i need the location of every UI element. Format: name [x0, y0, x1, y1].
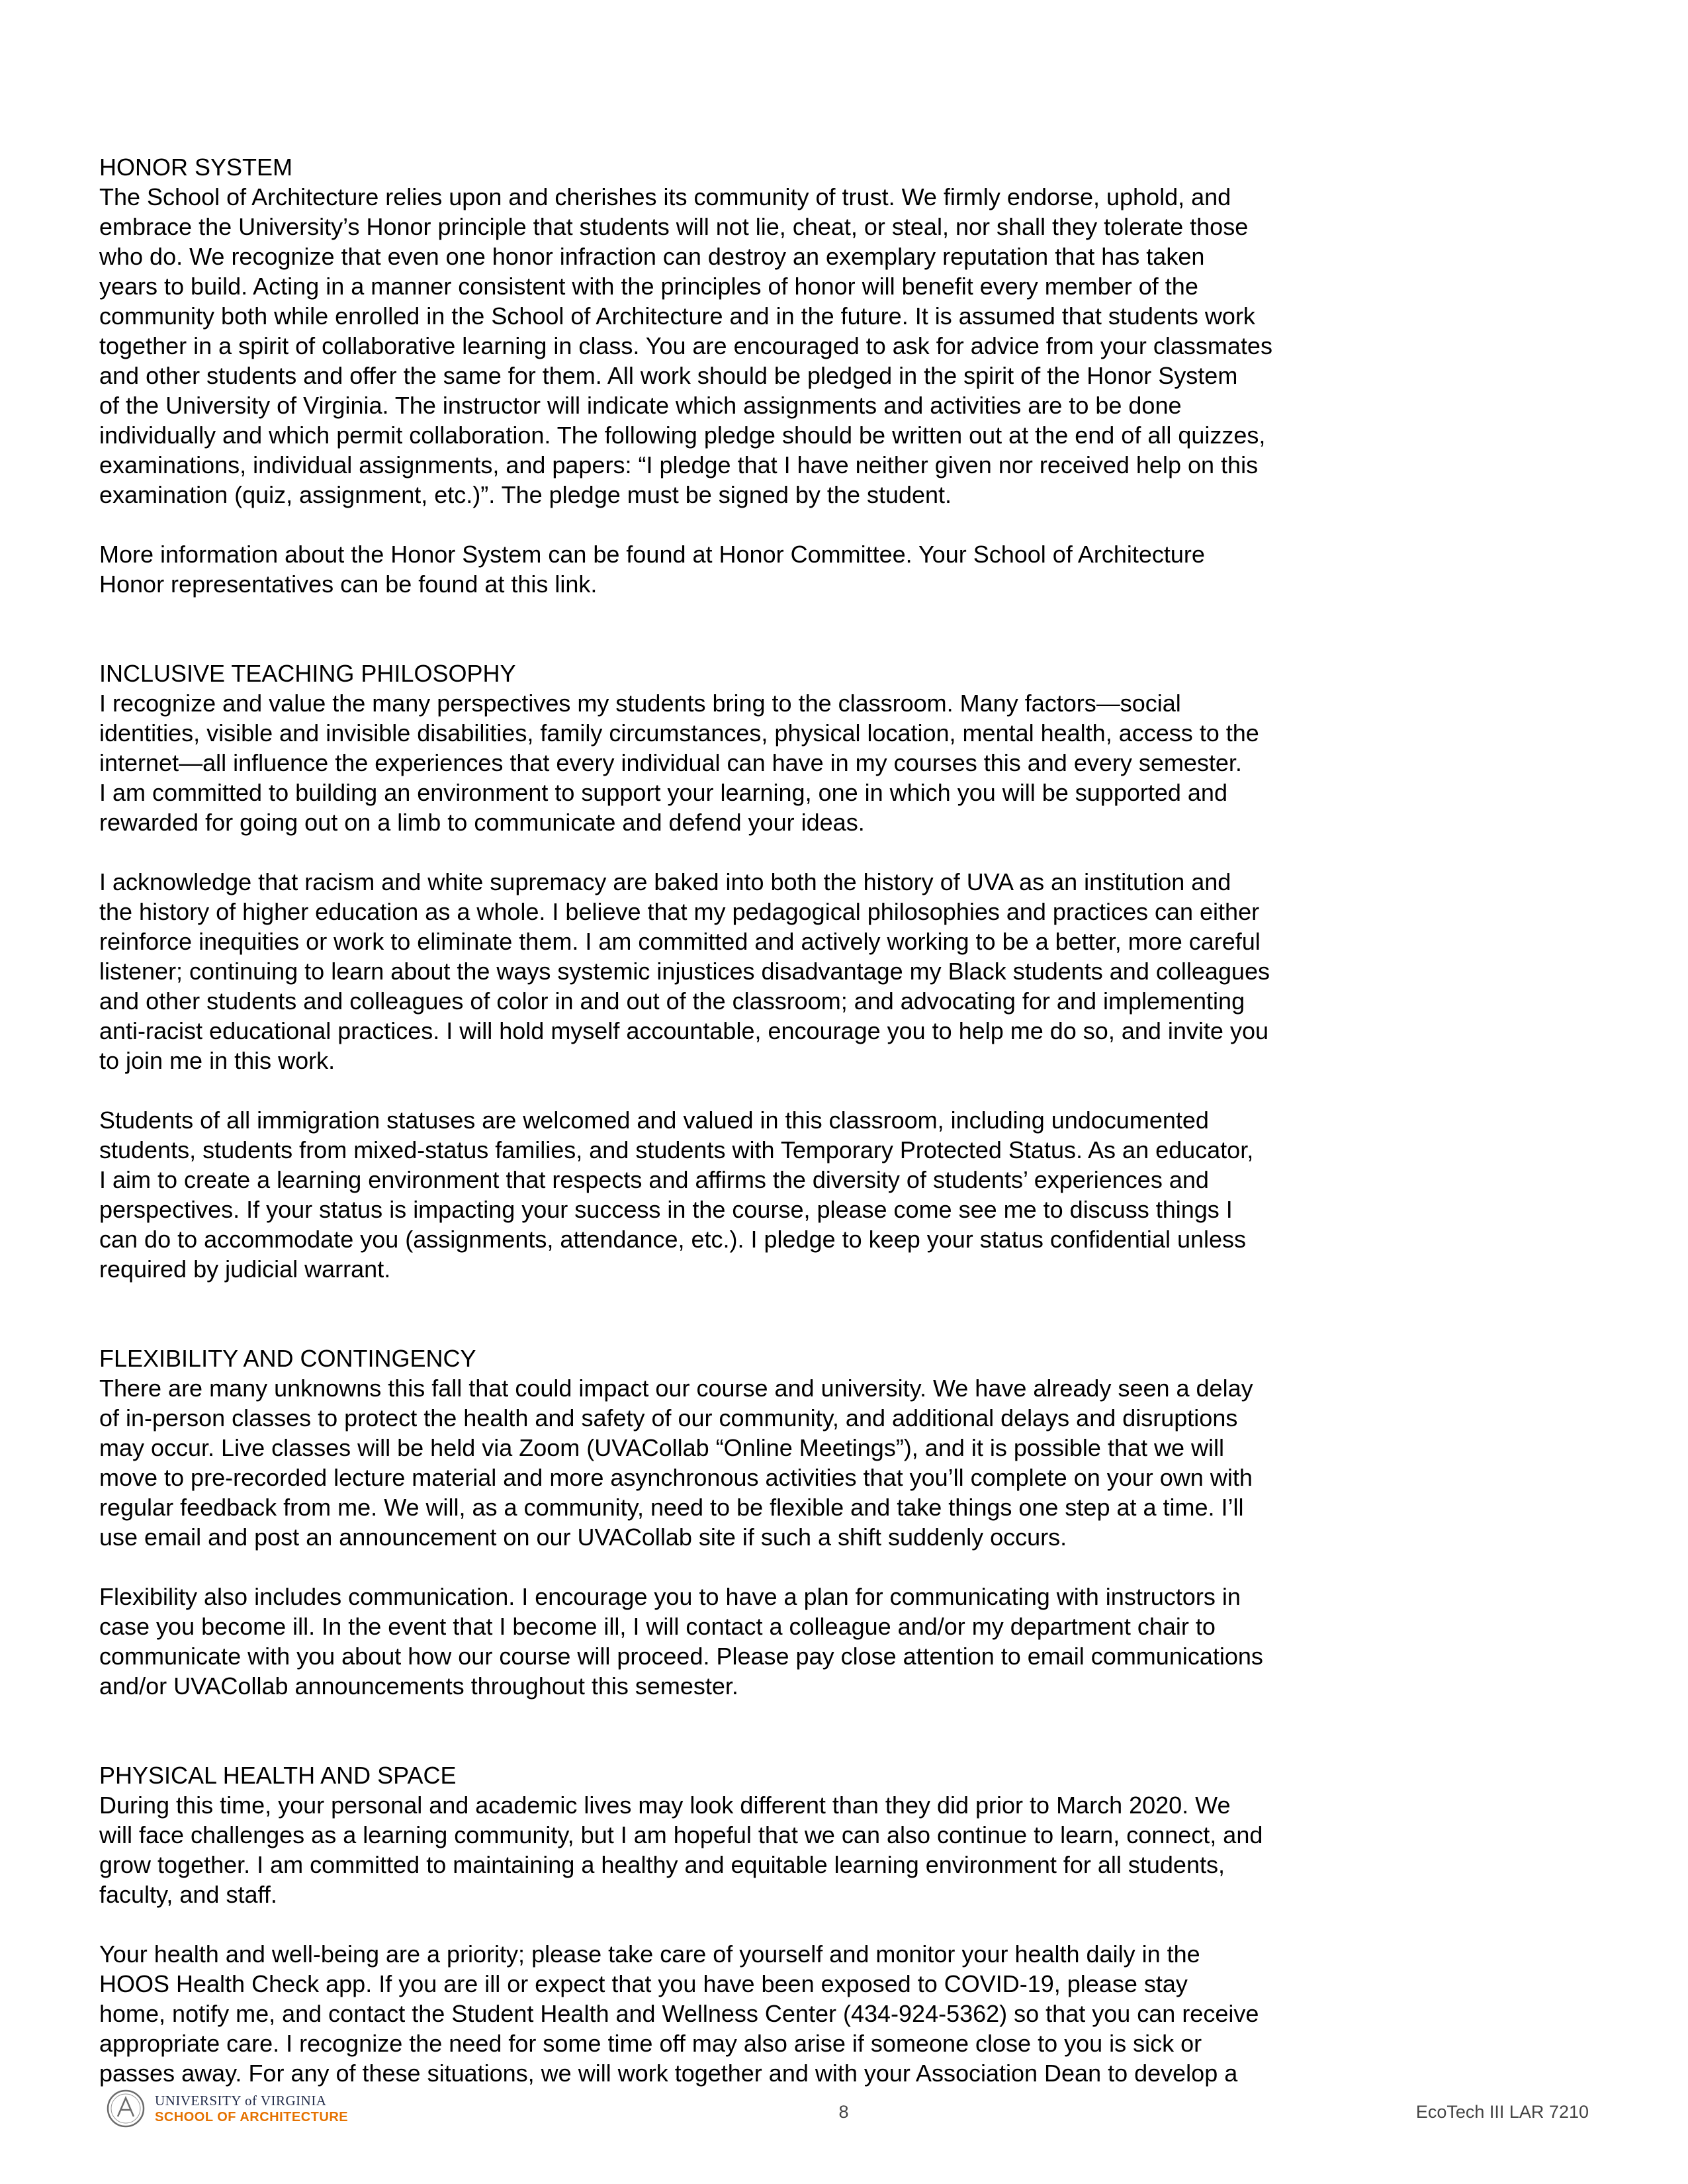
inclusive-teaching-paragraph-1: I recognize and value the many perspectives my students bring to the classroom. Many factors—social identities, visible and invisible disabilities, family circumstances, physical location, mental health, access to the internet—all influence the experiences that every individual can have in my courses this and every semester. I am committed to building an environment to support your learning, one in which you will be supported and rewarded for going out on a limb to communicate and defend your ideas.	[99, 690, 1259, 836]
inclusive-teaching-paragraph-2: I acknowledge that racism and white supremacy are baked into both the history of UVA as an institution and the history of higher education as a whole. I believe that my pedagogical philosophies and practices can either reinforce inequities or work to eliminate them. I am committed and actively working to be a better, more careful listener; continuing to learn about the ways systemic injustices disadvantage my Black students and colleagues and other students and colleagues of color in and out of the classroom; and advocating for and implementing anti-racist educational practices. I will hold myself accountable, encourage you to help me do so, and invite you to join me in this work.	[99, 868, 1270, 1074]
flexibility-paragraph-1: There are many unknowns this fall that could impact our course and university. We have already seen a delay of in-person classes to protect the health and safety of our community, and additional delays and disruptions may occur. Live classes will be held via Zoom (UVACollab “Online Meetings”), and it is possible that we will move to pre-recorded lecture material and more asynchronous activities that you’ll complete on your own with regular feedback from me. We will, as a community, need to be flexible and take things one step at a time. I’ll use email and post an announcement on our UVACollab site if such a shift suddenly occurs.	[99, 1375, 1253, 1551]
flexibility-heading: FLEXIBILITY AND CONTINGENCY	[99, 1345, 476, 1372]
section-spacer	[99, 599, 1356, 659]
physical-health-heading: PHYSICAL HEALTH AND SPACE	[99, 1762, 457, 1789]
physical-health-paragraph-2: Your health and well-being are a priority; please take care of yourself and monitor your health daily in the HOOS Health Check app. If you are ill or expect that you have been exposed to COVID-19, please stay home, notify me, and contact the Student Health and Wellness Center (434-924-5362) so that you can receive appropriate care. I recognize the need for some time off may also arise if someone close to you is sick or passes away. For any of these situations, we will work together and with your Association Dean to develop a	[99, 1940, 1259, 2087]
paragraph-spacer	[99, 837, 1356, 867]
inclusive-teaching-paragraph-3: Students of all immigration statuses are welcomed and valued in this classroom, including undocumented students, students from mixed-status families, and students with Temporary Protected Status. As an educator, I aim to create a learning environment that respects and affirms the diversity of students’ experiences and perspectives. If your status is impacting your success in the course, please come see me to discuss things I can do to accommodate you (assignments, attendance, etc.). I pledge to keep your status confidential unless required by judicial warrant.	[99, 1107, 1254, 1283]
page-number: 8	[838, 2102, 849, 2122]
honor-system-heading: HONOR SYSTEM	[99, 154, 293, 181]
rotunda-seal-icon	[106, 2089, 146, 2128]
paragraph-spacer	[99, 510, 1356, 539]
inclusive-teaching-heading: INCLUSIVE TEACHING PHILOSOPHY	[99, 660, 516, 687]
logo-wordmark	[155, 2094, 348, 2124]
logo-school-name: SCHOOL OF ARCHITECTURE	[155, 2109, 349, 2124]
section-spacer	[99, 1701, 1356, 1760]
course-identifier: EcoTech III LAR 7210	[1415, 2102, 1589, 2122]
page-footer	[0, 2085, 1688, 2158]
uva-architecture-logo	[106, 2089, 348, 2128]
honor-system-paragraph-2: More information about the Honor System can be found at Honor Committee. Your School of Architecture Honor representatives can be found at this link.	[99, 541, 1205, 598]
document-body	[99, 152, 1356, 2088]
paragraph-spacer	[99, 1075, 1356, 1105]
section-spacer	[99, 1284, 1356, 1343]
flexibility-paragraph-2: Flexibility also includes communication. I encourage you to have a plan for communicating with instructors in case you become ill. In the event that I become ill, I will contact a colleague and/or my department chair to communicate with you about how our course will proceed. Please pay close attention to email communications and/or UVACollab announcements throughout this semester.	[99, 1583, 1263, 1700]
logo-university-name: UNIVERSITY of VIRGINIA	[155, 2092, 327, 2109]
paragraph-spacer	[99, 1909, 1356, 1939]
physical-health-paragraph-1: During this time, your personal and academic lives may look different than they did prior to March 2020. We will face challenges as a learning community, but I am hopeful that we can also continue to learn, connect, and grow together. I am committed to maintaining a healthy and equitable learning environment for all students, faculty, and staff.	[99, 1792, 1263, 1908]
paragraph-spacer	[99, 1552, 1356, 1582]
honor-system-paragraph-1: The School of Architecture relies upon and cherishes its community of trust. We firmly endorse, uphold, and embrace the University’s Honor principle that students will not lie, cheat, or steal, nor shall they tolerate those who do. We recognize that even one honor infraction can destroy an exemplary reputation that has taken years to build. Acting in a manner consistent with the principles of honor will benefit every member of the community both while enrolled in the School of Architecture and in the future. It is assumed that students work together in a spirit of collaborative learning in class. You are encouraged to ask for advice from your classmates and other students and offer the same for them. All work should be pledged in the spirit of the Honor System of the University of Virginia. The instructor will indicate which assignments and activities are to be done individually and which permit collaboration. The following pledge should be written out at the end of all quizzes, examinations, individual assignments, and papers: “I pledge that I have neither given nor received help on this examination (quiz, assignment, etc.)”. The pledge must be signed by the student.	[99, 183, 1272, 508]
